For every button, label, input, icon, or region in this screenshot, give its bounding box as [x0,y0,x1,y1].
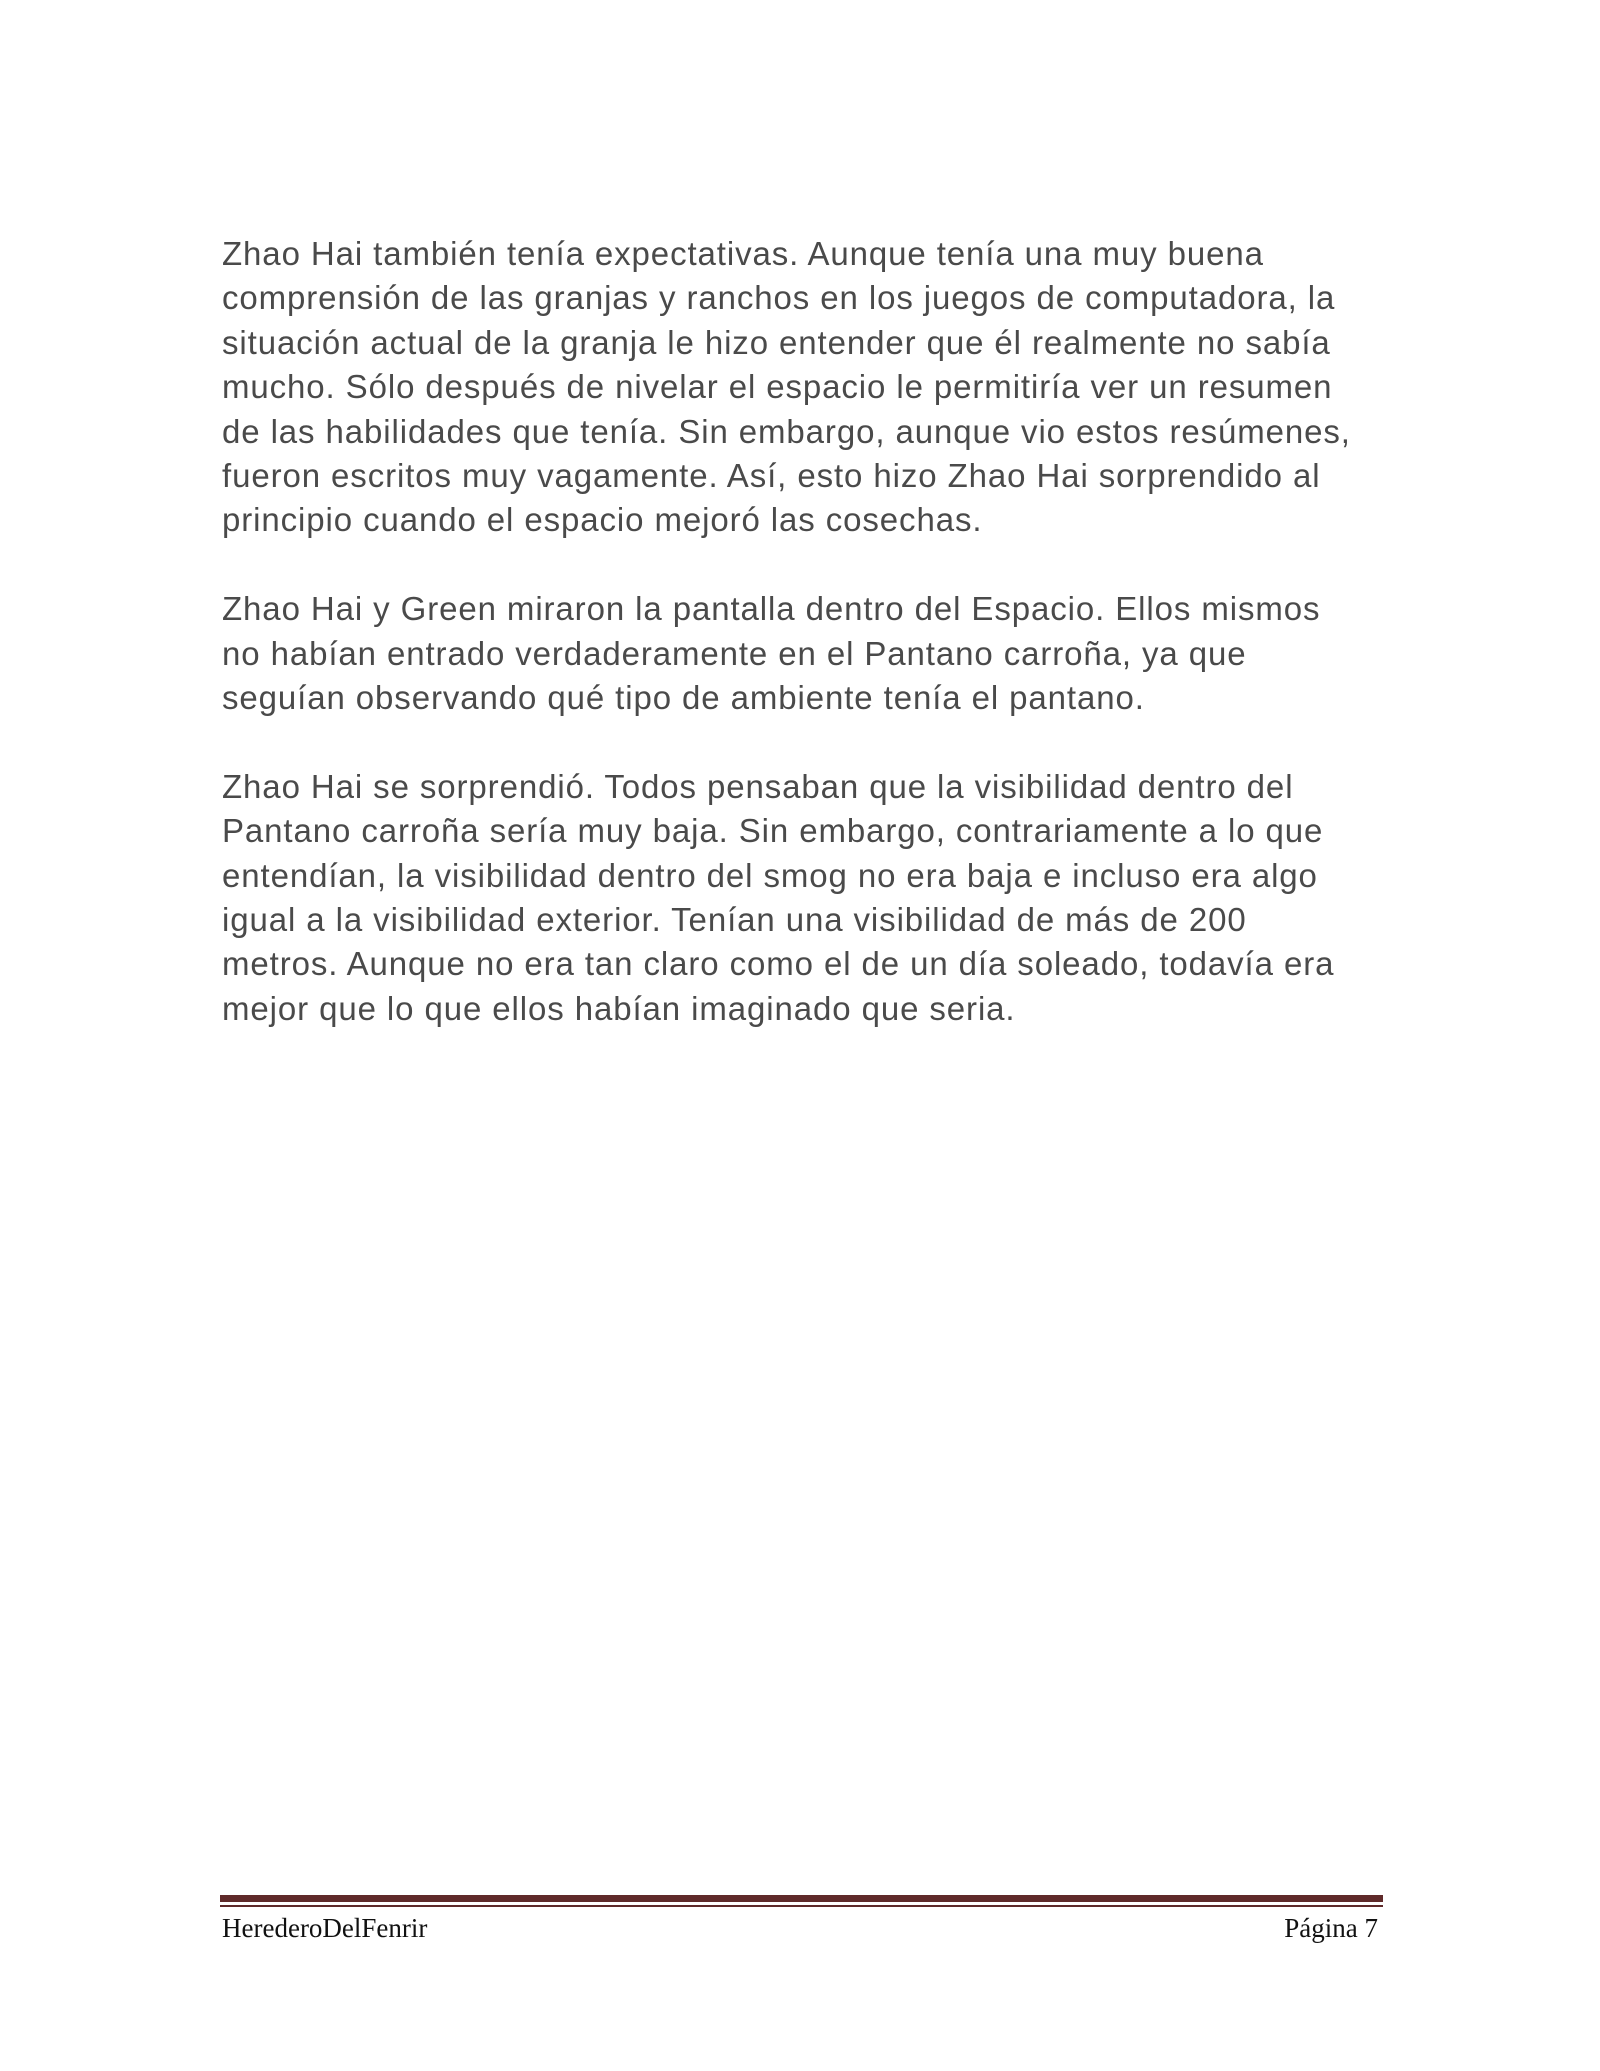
text-line: Zhao Hai y Green miraron la pantalla dentro del Espacio. Ellos mismos [222,590,1321,628]
text-line: comprensión de las granjas y ranchos en los juegos de computadora, la [222,279,1336,317]
text-line: metros. Aunque no era tan claro como el de un día soleado, todavía era [222,945,1335,983]
text-line: no habían entrado verdaderamente en el Pantano carroña, ya que [222,634,1247,672]
text-line: fueron escritos muy vagamente. Así, esto hizo Zhao Hai sorprendido al [222,457,1321,495]
text-line: mejor que lo que ellos habían imaginado que seria. [222,989,1016,1027]
footer-author: HerederoDelFenrir [222,1913,428,1943]
paragraph-3 [222,765,1392,1031]
footer-divider [220,1895,1383,1907]
text-line: Zhao Hai también tenía expectativas. Aunque tenía una muy buena [222,235,1264,272]
paragraph-2 [222,587,1392,720]
text-line: de las habilidades que tenía. Sin embargo, aunque vio estos resúmenes, [222,412,1351,450]
footer-divider-thick [220,1895,1383,1902]
text-line: principio cuando el espacio mejoró las cosechas. [222,501,983,539]
text-line: igual a la visibilidad exterior. Tenían una visibilidad de más de 200 [222,901,1247,939]
footer-divider-thin [220,1905,1383,1907]
text-line: mucho. Sólo después de nivelar el espacio le permitiría ver un resumen [222,368,1333,406]
text-line: Zhao Hai se sorprendió. Todos pensaban que la visibilidad dentro del [222,767,1294,805]
paragraph-1 [222,232,1392,543]
text-line: Pantano carroña sería muy baja. Sin embargo, contrariamente a lo que [222,812,1324,850]
text-line: situación actual de la granja le hizo entender que él realmente no sabía [222,323,1331,361]
text-line: seguían observando qué tipo de ambiente tenía el pantano. [222,679,1145,717]
text-line: entendían, la visibilidad dentro del smog no era baja e incluso era algo [222,856,1318,894]
body-text [222,232,1392,1076]
page-number: Página 7 [1284,1913,1378,1943]
